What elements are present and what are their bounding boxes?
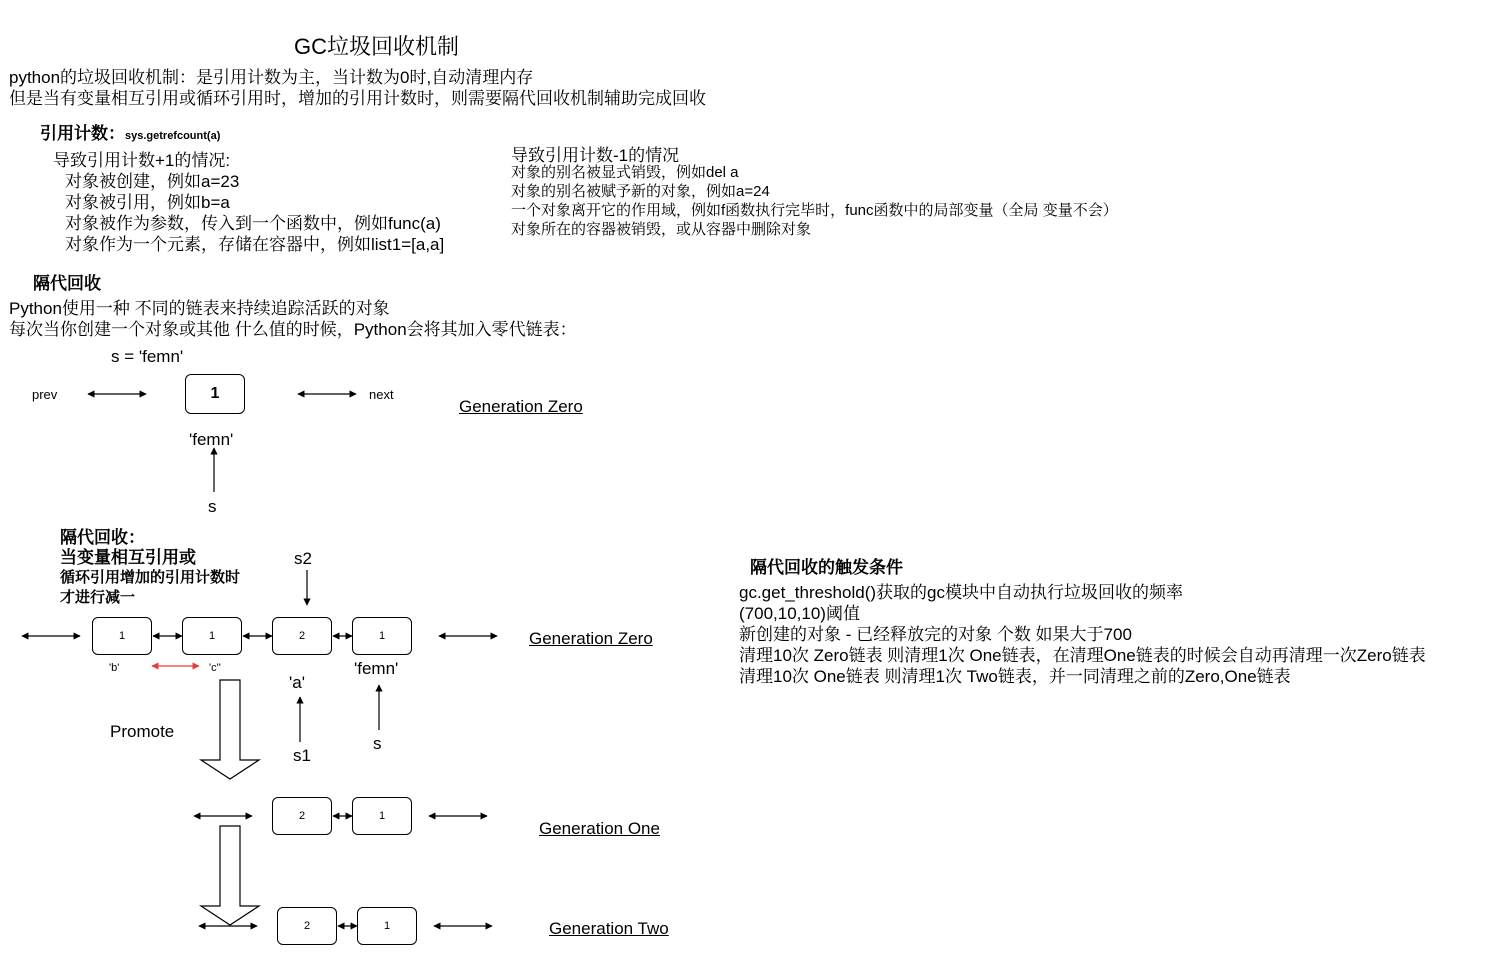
- generational-line-1: Python使用一种 不同的链表来持续追踪活跃的对象: [9, 299, 390, 318]
- trigger-line: 新创建的对象 - 已经释放完的对象 个数 如果大于700: [739, 625, 1132, 644]
- generational-line-2: 每次当你创建一个对象或其他 什么值的时候，Python会将其加入零代链表：: [9, 320, 577, 339]
- zero-node-femn: 1: [352, 617, 412, 655]
- trigger-line: (700,10,10)阈值: [739, 604, 860, 623]
- zero-node-b: 1: [92, 617, 152, 655]
- var-s1-label: s1: [293, 746, 311, 765]
- assign-label: s = 'femn': [111, 347, 184, 366]
- cycle-heading-line: 隔代回收：: [60, 528, 145, 547]
- two-node-1: 2: [277, 907, 337, 945]
- node-femn: 1: [185, 374, 245, 414]
- gen-one-label: Generation One: [539, 819, 660, 838]
- refcount-plus-item: 对象作为一个元素，存储在容器中，例如list1=[a,a]: [65, 235, 445, 254]
- zero-node-a: 2: [272, 617, 332, 655]
- zero-node-c: 1: [182, 617, 242, 655]
- refcount-plus-title: 导致引用计数+1的情况:: [53, 151, 231, 170]
- generational-heading: 隔代回收: [33, 274, 101, 293]
- gen-zero-label-1: Generation Zero: [459, 397, 583, 416]
- trigger-line: gc.get_threshold()获取的gc模块中自动执行垃圾回收的频率: [739, 583, 1183, 602]
- label-c: 'c'': [209, 662, 221, 674]
- cycle-heading-line: 才进行减一: [60, 589, 136, 606]
- refcount-heading-text: 引用计数：: [40, 124, 125, 143]
- refcount-plus-item: 对象被作为参数，传入到一个函数中，例如func(a): [65, 214, 441, 233]
- two-node-2: 1: [357, 907, 417, 945]
- gen-two-label: Generation Two: [549, 919, 669, 938]
- intro-line-1: python的垃圾回收机制：是引用计数为主，当计数为0时,自动清理内存: [9, 68, 534, 87]
- gen-zero-label-2: Generation Zero: [529, 629, 653, 648]
- var-s2-label: s2: [294, 549, 312, 568]
- refcount-heading-code: sys.getrefcount(a): [125, 130, 221, 142]
- femn-object-label: 'femn': [189, 430, 234, 449]
- refcount-minus-title: 导致引用计数-1的情况: [511, 146, 680, 165]
- promote-label: Promote: [110, 722, 175, 741]
- var-s-label-2: s: [373, 734, 382, 753]
- label-femn: 'femn': [354, 659, 399, 678]
- one-node-1: 2: [272, 797, 332, 835]
- trigger-block: [739, 582, 1426, 687]
- refcount-minus-item: 对象的别名被显式销毁，例如del a: [511, 164, 739, 181]
- label-b: 'b': [109, 662, 120, 674]
- var-s-label: s: [208, 497, 217, 516]
- intro-line-2: 但是当有变量相互引用或循环引用时，增加的引用计数时，则需要隔代回收机制辅助完成回收: [9, 89, 706, 108]
- next-label: next: [369, 387, 394, 402]
- refcount-plus-item: 对象被引用，例如b=a: [65, 193, 230, 212]
- label-a: 'a': [289, 673, 305, 692]
- refcount-minus-item: 对象的别名被赋予新的对象，例如a=24: [511, 183, 770, 200]
- trigger-line: 清理10次 Zero链表 则清理1次 One链表，在清理One链表的时候会自动再清理一次Zero链表: [739, 646, 1426, 665]
- cycle-heading-line: 当变量相互引用或: [60, 548, 196, 567]
- prev-label: prev: [32, 387, 58, 402]
- promote-arrow-2: [201, 826, 259, 925]
- cycle-heading-line: 循环引用增加的引用计数时: [60, 569, 241, 586]
- promote-arrow-1: [201, 680, 259, 779]
- page-title: GC垃圾回收机制: [294, 34, 460, 59]
- refcount-minus-item: 一个对象离开它的作用域，例如f函数执行完毕时，func函数中的局部变量（全局 变量不会）: [511, 202, 1118, 219]
- trigger-heading: 隔代回收的触发条件: [750, 558, 903, 577]
- refcount-plus-item: 对象被创建，例如a=23: [65, 172, 240, 191]
- one-node-2: 1: [352, 797, 412, 835]
- trigger-line: 清理10次 One链表 则清理1次 Two链表，并一同清理之前的Zero,One链表: [739, 667, 1291, 686]
- refcount-minus-item: 对象所在的容器被销毁，或从容器中删除对象: [511, 221, 812, 238]
- cycle-heading: [60, 528, 240, 608]
